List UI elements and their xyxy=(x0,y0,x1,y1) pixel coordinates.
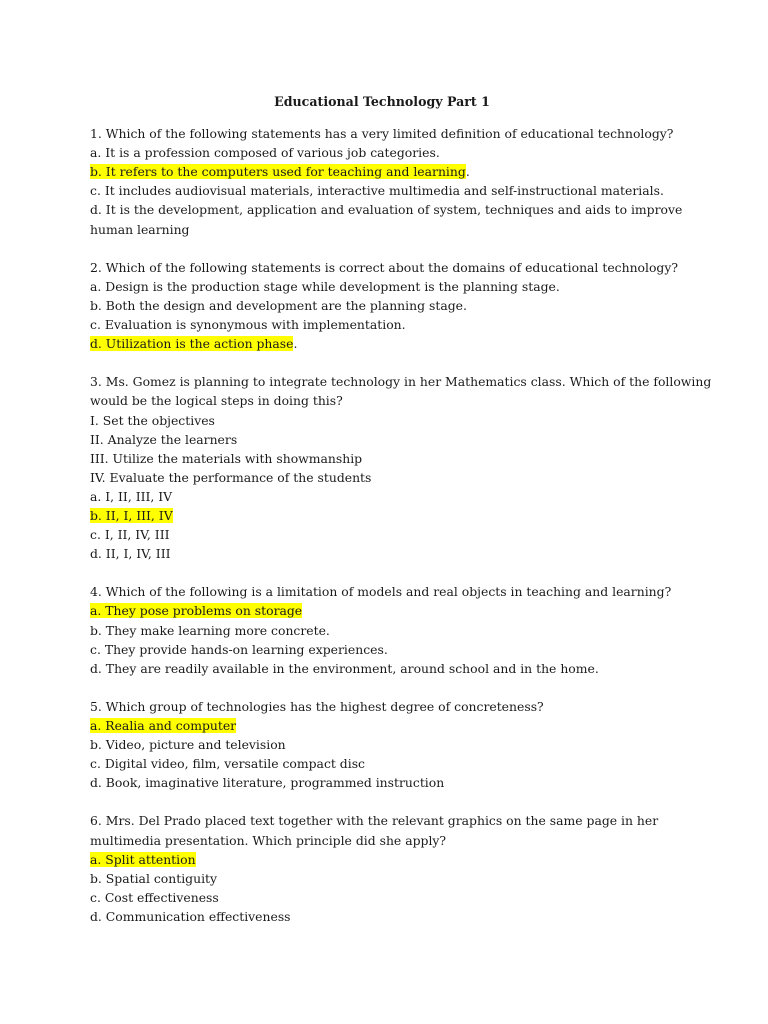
question-stem: 5. Which group of technologies has the highest degree of concreteness? xyxy=(90,698,544,714)
question-line: b. Spatial contiguity xyxy=(90,870,218,886)
question-list xyxy=(90,124,712,926)
question-line: c. It includes audiovisual materials, interactive multimedia and self-instructional materials. xyxy=(90,183,664,199)
question-line: d. Communication effectiveness xyxy=(90,908,291,924)
question-line: d. It is the development, application and evaluation of system, techniques and aids to improve xyxy=(90,202,683,218)
question-line: a. It is a profession composed of various job categories. xyxy=(90,145,440,161)
answer-line xyxy=(90,850,690,869)
question-line: would be the logical steps in doing this? xyxy=(90,393,343,409)
question-5 xyxy=(90,697,690,792)
answer-line xyxy=(90,506,690,525)
answer-line xyxy=(90,716,690,735)
document-title: Educational Technology Part 1 xyxy=(274,94,490,109)
question-line: human learning xyxy=(90,221,190,237)
question-stem: 1. Which of the following statements has a very limited definition of educational technology? xyxy=(90,126,674,142)
question-stem: 2. Which of the following statements is correct about the domains of educational technology? xyxy=(90,259,679,275)
question-line: IV. Evaluate the performance of the students xyxy=(90,469,372,485)
question-4 xyxy=(90,582,690,677)
question-line: c. Digital video, film, versatile compact disc xyxy=(90,756,365,772)
question-stem: 3. Ms. Gomez is planning to integrate technology in her Mathematics class. Which of the following xyxy=(90,374,712,390)
answer-punctuation: . xyxy=(465,164,470,180)
question-line: c. They provide hands-on learning experiences. xyxy=(90,641,388,657)
question-stem: 6. Mrs. Del Prado placed text together with the relevant graphics on the same page in her xyxy=(90,813,659,829)
question-line: c. Cost effectiveness xyxy=(90,889,219,905)
highlighted-answer: a. Split attention xyxy=(90,851,196,867)
highlighted-answer: b. It refers to the computers used for teaching and learning xyxy=(90,164,466,180)
answer-line xyxy=(90,601,690,620)
question-2 xyxy=(90,258,690,353)
answer-punctuation: . xyxy=(293,336,298,352)
question-3 xyxy=(90,372,712,563)
question-line: a. Design is the production stage while development is the planning stage. xyxy=(90,278,560,294)
question-line: b. Video, picture and television xyxy=(90,737,286,753)
question-6 xyxy=(90,811,690,926)
question-line: c. I, II, IV, III xyxy=(90,527,170,543)
question-line: a. I, II, III, IV xyxy=(90,488,173,504)
question-line: II. Analyze the learners xyxy=(90,431,238,447)
document-page xyxy=(90,92,712,945)
highlighted-answer: d. Utilization is the action phase xyxy=(90,336,294,352)
question-1 xyxy=(90,124,690,239)
question-line: III. Utilize the materials with showmanship xyxy=(90,450,363,466)
question-line: b. They make learning more concrete. xyxy=(90,622,330,638)
question-line: multimedia presentation. Which principle did she apply? xyxy=(90,832,447,848)
question-line: b. Both the design and development are the planning stage. xyxy=(90,297,467,313)
question-line: d. Book, imaginative literature, programmed instruction xyxy=(90,775,445,791)
highlighted-answer: b. II, I, III, IV xyxy=(90,507,173,523)
highlighted-answer: a. Realia and computer xyxy=(90,718,237,733)
question-line: I. Set the objectives xyxy=(90,412,215,428)
highlighted-answer: a. They pose problems on storage xyxy=(90,603,303,619)
answer-line xyxy=(90,334,690,353)
question-stem: 4. Which of the following is a limitation of models and real objects in teaching and learning? xyxy=(90,584,672,600)
question-line: d. II, I, IV, III xyxy=(90,546,171,562)
answer-line xyxy=(90,162,690,181)
question-line: c. Evaluation is synonymous with implementation. xyxy=(90,317,406,333)
question-line: d. They are readily available in the environment, around school and in the home. xyxy=(90,660,599,676)
